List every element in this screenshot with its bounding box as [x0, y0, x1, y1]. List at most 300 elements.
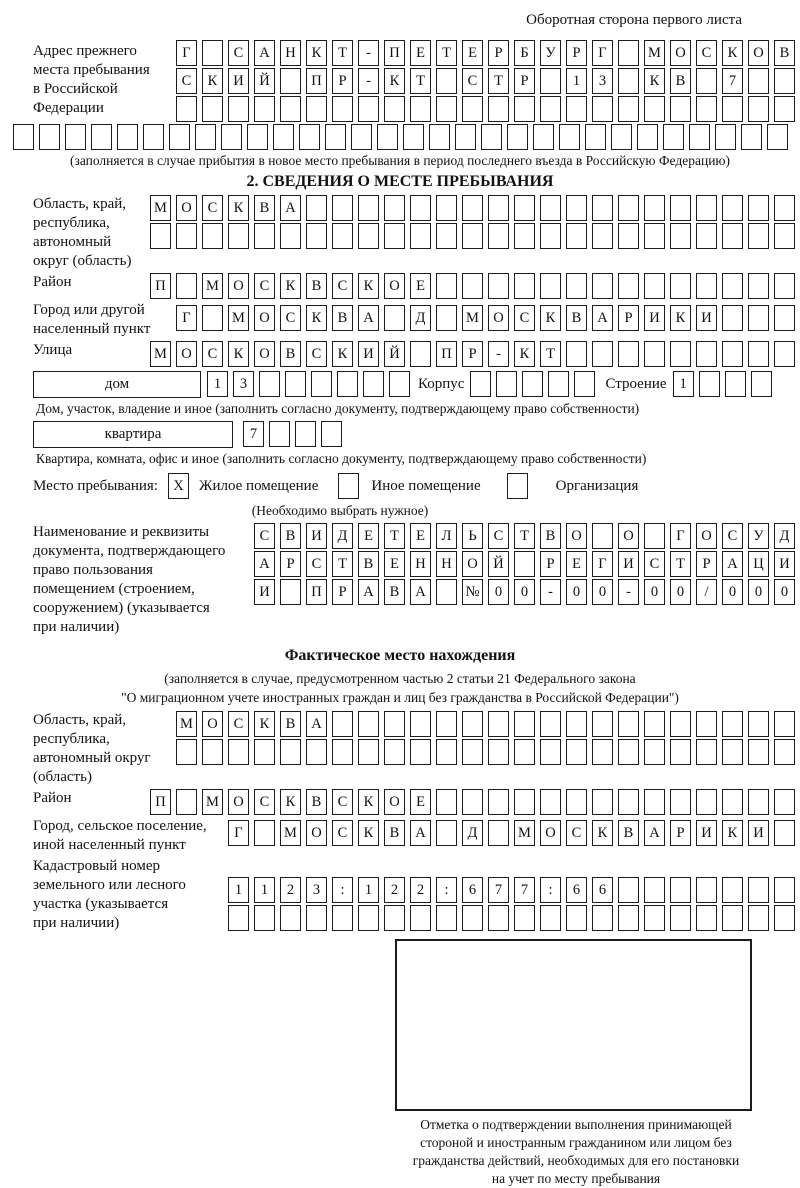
char-box	[644, 341, 665, 367]
actual-city-label: Город, сельское поселение, иной населенный пункт	[33, 818, 207, 853]
char-box	[436, 68, 457, 94]
char-box: Д	[410, 305, 431, 331]
char-box: Й	[488, 551, 509, 577]
char-box	[670, 96, 691, 122]
char-box	[774, 68, 795, 94]
char-box: С	[332, 789, 353, 815]
char-box: Л	[436, 523, 457, 549]
char-box: О	[228, 273, 249, 299]
char-box: Т	[488, 68, 509, 94]
document-rows	[254, 523, 795, 605]
char-box	[410, 341, 431, 367]
char-box	[436, 739, 457, 765]
char-box	[384, 739, 405, 765]
char-box: Е	[410, 273, 431, 299]
char-box-row	[254, 579, 795, 605]
char-box	[384, 96, 405, 122]
char-box	[488, 820, 509, 846]
char-box: Г	[670, 523, 691, 549]
char-box: Р	[696, 551, 717, 577]
char-box	[748, 223, 769, 249]
char-box: В	[306, 273, 327, 299]
char-box	[462, 711, 483, 737]
char-box: И	[228, 68, 249, 94]
char-box	[143, 124, 164, 150]
char-box: :	[332, 877, 353, 903]
previous-address-label: Адрес прежнего места пребывания в Российской Федерации	[33, 43, 150, 116]
char-box	[436, 820, 457, 846]
char-box	[306, 96, 327, 122]
actual-location-note: (заполняется в случае, предусмотренном частью 2 статьи 21 Федерального закона "О миграционном учете иностранных граждан и лиц без гражданства в Российской Федерации")	[121, 671, 679, 705]
char-box	[176, 273, 197, 299]
char-box	[280, 739, 301, 765]
char-box: 0	[774, 579, 795, 605]
char-box	[566, 711, 587, 737]
char-box	[436, 711, 457, 737]
char-box: О	[748, 40, 769, 66]
char-box: С	[254, 523, 275, 549]
char-box: М	[150, 341, 171, 367]
char-box	[566, 223, 587, 249]
char-box	[403, 124, 424, 150]
char-box	[273, 124, 294, 150]
char-box: Т	[410, 68, 431, 94]
apartment-note: Квартира, комната, офис и иное (заполнить согласно документу, подтверждающему право собственности)	[36, 451, 647, 466]
char-box: К	[306, 40, 327, 66]
registration-stamp-box	[395, 939, 752, 1111]
char-box	[696, 96, 717, 122]
street-field	[0, 341, 800, 367]
char-box: К	[202, 68, 223, 94]
char-box	[618, 195, 639, 221]
char-box	[228, 739, 249, 765]
char-box	[488, 789, 509, 815]
char-box	[722, 96, 743, 122]
actual-city-field	[0, 817, 800, 855]
char-box	[488, 739, 509, 765]
char-box	[748, 96, 769, 122]
char-box: К	[358, 273, 379, 299]
char-box	[644, 739, 665, 765]
char-box-row	[150, 341, 795, 367]
char-box	[566, 96, 587, 122]
char-box	[325, 124, 346, 150]
char-box	[592, 341, 613, 367]
char-box	[507, 124, 528, 150]
char-box	[280, 96, 301, 122]
char-box: Т	[514, 523, 535, 549]
char-box	[748, 305, 769, 331]
char-box	[436, 195, 457, 221]
char-box	[514, 905, 535, 931]
actual-region-label: Область, край, республика, автономный округ (область)	[33, 712, 151, 785]
char-box: 0	[592, 579, 613, 605]
region-field	[0, 195, 800, 271]
char-box	[540, 273, 561, 299]
char-box	[618, 273, 639, 299]
char-box: В	[280, 711, 301, 737]
char-box	[436, 789, 457, 815]
char-box-row	[176, 68, 795, 94]
apartment-field	[0, 421, 800, 448]
char-box: И	[644, 305, 665, 331]
city-field	[0, 301, 800, 339]
char-box	[488, 96, 509, 122]
char-box	[725, 371, 746, 397]
char-box: С	[254, 273, 275, 299]
actual-region-field	[0, 711, 800, 787]
char-box: А	[254, 40, 275, 66]
char-box: Т	[384, 523, 405, 549]
char-box: К	[254, 711, 275, 737]
char-box	[280, 223, 301, 249]
char-box	[462, 223, 483, 249]
char-box	[722, 195, 743, 221]
char-box	[670, 223, 691, 249]
char-box: М	[644, 40, 665, 66]
char-box	[228, 905, 249, 931]
char-box: У	[540, 40, 561, 66]
char-box	[410, 96, 431, 122]
char-box	[176, 739, 197, 765]
char-box	[618, 68, 639, 94]
char-box	[748, 877, 769, 903]
char-box	[548, 371, 569, 397]
char-box	[462, 195, 483, 221]
char-box: 0	[670, 579, 691, 605]
char-box	[351, 124, 372, 150]
char-box: О	[488, 305, 509, 331]
char-box-row	[228, 820, 795, 846]
stay-type-field	[0, 473, 800, 499]
actual-district-label: Район	[33, 790, 72, 806]
document-label: Наименование и реквизиты документа, подтверждающего право пользования помещением (строением, сооружением) (указывается при наличии)	[33, 524, 226, 635]
char-box: И	[748, 820, 769, 846]
char-box: С	[228, 711, 249, 737]
document-field	[0, 523, 800, 637]
char-box	[618, 905, 639, 931]
char-box	[358, 96, 379, 122]
char-box: П	[150, 273, 171, 299]
char-box	[169, 124, 190, 150]
char-box	[462, 273, 483, 299]
char-box: Р	[566, 40, 587, 66]
char-box-row	[207, 371, 410, 397]
char-box	[592, 905, 613, 931]
char-box	[592, 739, 613, 765]
district-field	[0, 273, 800, 299]
char-box	[13, 124, 34, 150]
street-label: Улица	[33, 342, 73, 358]
char-box	[566, 195, 587, 221]
char-box	[514, 96, 535, 122]
char-box	[496, 371, 517, 397]
char-box: Т	[332, 551, 353, 577]
char-box: Г	[592, 40, 613, 66]
char-box	[696, 273, 717, 299]
char-box: Т	[670, 551, 691, 577]
char-box	[696, 877, 717, 903]
char-box: В	[384, 579, 405, 605]
char-box: М	[514, 820, 535, 846]
char-box: У	[748, 523, 769, 549]
char-box	[358, 711, 379, 737]
char-box: С	[722, 523, 743, 549]
char-box	[722, 341, 743, 367]
char-box: Р	[332, 68, 353, 94]
char-box-row	[176, 305, 795, 331]
char-box	[377, 124, 398, 150]
char-box: В	[774, 40, 795, 66]
char-box-row	[150, 195, 795, 221]
char-box	[384, 905, 405, 931]
char-box	[696, 195, 717, 221]
char-box: О	[618, 523, 639, 549]
char-box: Р	[670, 820, 691, 846]
char-box: О	[254, 341, 275, 367]
char-box	[592, 789, 613, 815]
char-box: А	[254, 551, 275, 577]
char-box	[228, 223, 249, 249]
char-box	[337, 371, 358, 397]
char-box: О	[540, 820, 561, 846]
char-box	[748, 341, 769, 367]
char-box	[311, 371, 332, 397]
char-box	[358, 905, 379, 931]
residential-label: Жилое помещение	[199, 477, 319, 494]
char-box: В	[280, 523, 301, 549]
char-box: М	[228, 305, 249, 331]
char-box	[488, 273, 509, 299]
char-box	[514, 195, 535, 221]
char-box: 0	[488, 579, 509, 605]
char-box	[566, 341, 587, 367]
char-box: Р	[488, 40, 509, 66]
char-box: Р	[618, 305, 639, 331]
korpus-label: Корпус	[418, 376, 465, 392]
char-box	[644, 711, 665, 737]
char-box: 1	[228, 877, 249, 903]
char-box: Е	[384, 551, 405, 577]
char-box: О	[670, 40, 691, 66]
char-box: М	[150, 195, 171, 221]
char-box	[774, 739, 795, 765]
char-box	[202, 223, 223, 249]
char-box: К	[332, 341, 353, 367]
char-box: О	[202, 711, 223, 737]
char-box: О	[306, 820, 327, 846]
char-box	[774, 877, 795, 903]
char-box	[522, 371, 543, 397]
char-box	[696, 223, 717, 249]
char-box: М	[202, 273, 223, 299]
char-box	[269, 421, 290, 447]
char-box	[488, 711, 509, 737]
char-box	[748, 789, 769, 815]
char-box: П	[150, 789, 171, 815]
char-box	[774, 223, 795, 249]
char-box: Д	[332, 523, 353, 549]
char-box	[592, 195, 613, 221]
char-box: 0	[514, 579, 535, 605]
char-box: С	[254, 789, 275, 815]
char-box: 0	[644, 579, 665, 605]
cadastral-rows	[228, 857, 795, 931]
char-box	[644, 877, 665, 903]
char-box: С	[176, 68, 197, 94]
char-box-row	[176, 711, 795, 737]
char-box	[247, 124, 268, 150]
stroenie-label: Строение	[605, 376, 667, 392]
char-box: 7	[722, 68, 743, 94]
char-box: 6	[592, 877, 613, 903]
char-box	[254, 905, 275, 931]
char-box: В	[566, 305, 587, 331]
char-box	[722, 223, 743, 249]
char-box	[722, 305, 743, 331]
char-box: Р	[462, 341, 483, 367]
char-box	[774, 273, 795, 299]
char-box-row	[176, 739, 795, 765]
char-box	[644, 789, 665, 815]
char-box	[696, 711, 717, 737]
char-box	[592, 96, 613, 122]
char-box: 7	[488, 877, 509, 903]
char-box	[748, 195, 769, 221]
char-box	[332, 195, 353, 221]
char-box	[774, 820, 795, 846]
char-box	[670, 273, 691, 299]
char-box	[618, 739, 639, 765]
char-box	[455, 124, 476, 150]
char-box	[533, 124, 554, 150]
char-box	[429, 124, 450, 150]
char-box: В	[332, 305, 353, 331]
char-box: 7	[514, 877, 535, 903]
char-box	[585, 124, 606, 150]
char-box: О	[566, 523, 587, 549]
char-box	[462, 96, 483, 122]
char-box: -	[618, 579, 639, 605]
char-box: А	[280, 195, 301, 221]
char-box	[644, 273, 665, 299]
char-box: И	[696, 305, 717, 331]
char-box: Н	[436, 551, 457, 577]
char-box	[618, 711, 639, 737]
char-box	[254, 96, 275, 122]
char-box-row	[254, 523, 795, 549]
char-box: 2	[384, 877, 405, 903]
char-box	[540, 739, 561, 765]
char-box	[540, 195, 561, 221]
char-box: П	[306, 68, 327, 94]
house-field	[0, 371, 800, 398]
char-box: Н	[280, 40, 301, 66]
char-box: 3	[592, 68, 613, 94]
char-box: В	[358, 551, 379, 577]
char-box	[566, 905, 587, 931]
char-box: 1	[254, 877, 275, 903]
char-box: Р	[332, 579, 353, 605]
char-box	[644, 96, 665, 122]
char-box: Е	[566, 551, 587, 577]
char-box: В	[306, 789, 327, 815]
char-box	[592, 273, 613, 299]
char-box	[644, 195, 665, 221]
city-label: Город или другой населенный пункт	[33, 302, 151, 337]
char-box: К	[228, 195, 249, 221]
char-box: О	[384, 273, 405, 299]
char-box	[176, 223, 197, 249]
char-box	[514, 711, 535, 737]
char-box	[306, 905, 327, 931]
char-box	[748, 739, 769, 765]
char-box: Т	[540, 341, 561, 367]
char-box: Ц	[748, 551, 769, 577]
char-box: 1	[207, 371, 228, 397]
char-box	[774, 711, 795, 737]
char-box-row	[243, 421, 342, 447]
char-box: О	[254, 305, 275, 331]
char-box-row	[176, 40, 795, 66]
char-box: 0	[748, 579, 769, 605]
char-box: А	[592, 305, 613, 331]
char-box	[611, 124, 632, 150]
char-box: В	[384, 820, 405, 846]
char-box: С	[280, 305, 301, 331]
char-box: Г	[176, 40, 197, 66]
char-box	[299, 124, 320, 150]
char-box	[540, 96, 561, 122]
char-box: Г	[228, 820, 249, 846]
char-box	[410, 905, 431, 931]
char-box	[689, 124, 710, 150]
char-box	[774, 789, 795, 815]
char-box: О	[384, 789, 405, 815]
char-box-row	[254, 551, 795, 577]
char-box-row	[150, 789, 795, 815]
char-box: С	[462, 68, 483, 94]
char-box	[306, 195, 327, 221]
char-box	[410, 195, 431, 221]
char-box: 3	[233, 371, 254, 397]
char-box: И	[358, 341, 379, 367]
char-box: И	[254, 579, 275, 605]
char-box	[254, 223, 275, 249]
char-box	[470, 371, 491, 397]
char-box	[91, 124, 112, 150]
char-box	[637, 124, 658, 150]
char-box	[332, 739, 353, 765]
char-box: М	[176, 711, 197, 737]
char-box	[618, 96, 639, 122]
char-box	[566, 789, 587, 815]
char-box	[436, 223, 457, 249]
char-box	[722, 711, 743, 737]
char-box: А	[410, 579, 431, 605]
char-box	[540, 789, 561, 815]
char-box	[488, 195, 509, 221]
char-box: :	[436, 877, 457, 903]
other-premises-label: Иное помещение	[371, 477, 481, 494]
char-box: 7	[243, 421, 264, 447]
char-box	[696, 68, 717, 94]
char-box: К	[644, 68, 665, 94]
char-box	[117, 124, 138, 150]
char-box	[384, 711, 405, 737]
char-box	[514, 739, 535, 765]
previous-address-note: (заполняется в случае прибытия в новое место пребывания в период последнего въезда в Российскую Федерацию)	[69, 153, 731, 168]
